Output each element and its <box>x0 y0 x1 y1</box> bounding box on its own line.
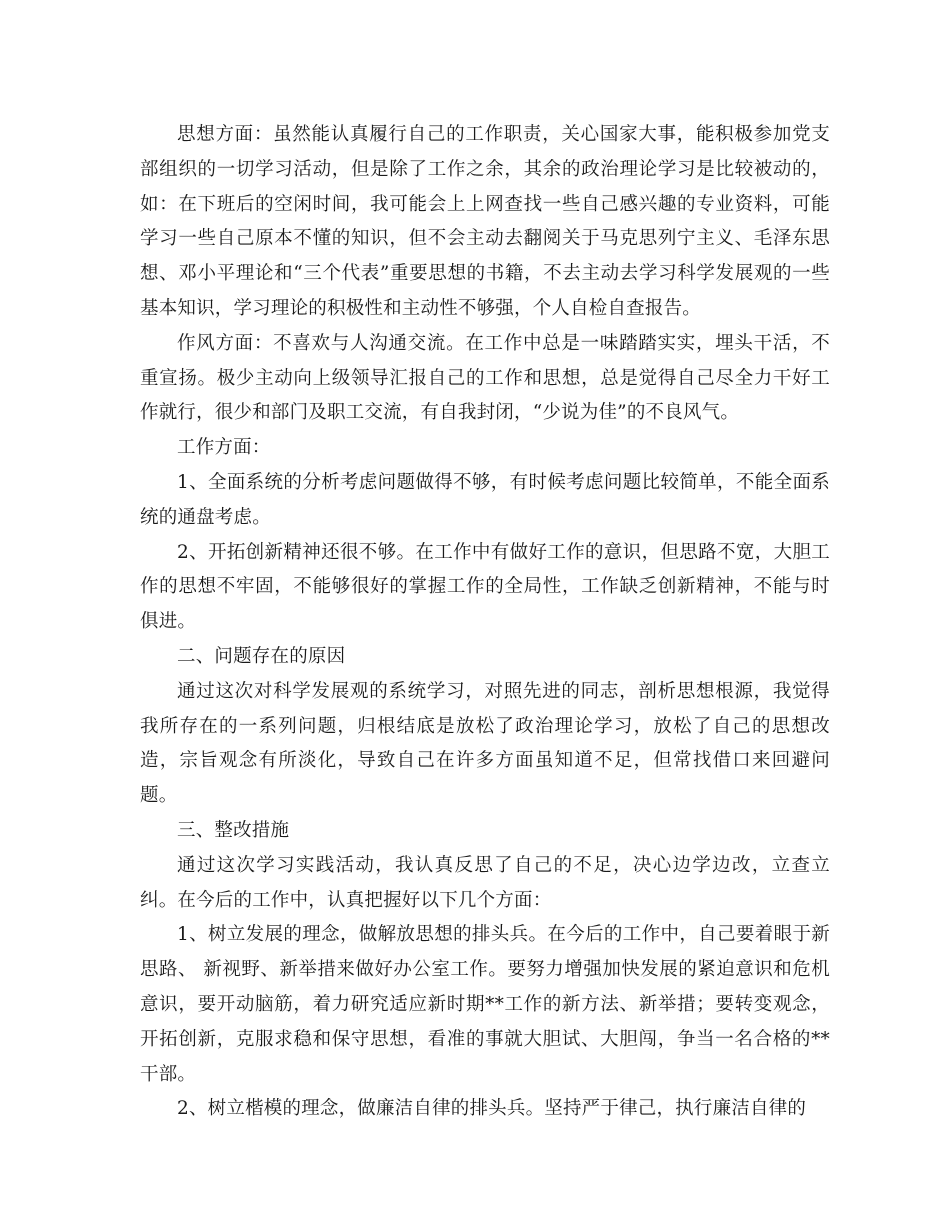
paragraph-work-heading: 工作方面： <box>177 437 271 459</box>
document-body <box>140 118 830 1127</box>
paragraph-style: 作风方面：不喜欢与人沟通交流。在工作中总是一味踏踏实实，埋头干活，不重宣扬。极少主动向上级领导汇报自己的工作和思想，总是觉得自己尽全力干好工作就行，很少和部门及职工交流，有自我封闭，“少说为佳”的不良风气。 <box>140 332 830 424</box>
paragraph-work-item-1: 1、全面系统的分析考虑问题做得不够，有时候考虑问题比较简单，不能全面系统的通盘考虑。 <box>140 471 830 528</box>
paragraph-measure-2: 2、树立楷模的理念，做廉洁自律的排头兵。坚持严于律己，执行廉洁自律的 <box>177 1098 807 1120</box>
paragraph-measure-1: 1、树立发展的理念，做解放思想的排头兵。在今后的工作中，自己要着眼于新思路、 新视野、新举措来做好办公室工作。要努力增强加快发展的紧迫意识和危机意识，要开动脑筋，着力研究适应新时期**工作的新方法、新举措；要转变观念，开拓创新，克服求稳和保守思想，看准的事就大胆试、大胆闯，争当一名合格的**干部。 <box>140 924 830 1085</box>
section-heading-measures: 三、整改措施 <box>177 819 290 841</box>
paragraph-thought: 思想方面：虽然能认真履行自己的工作职责，关心国家大事，能积极参加党支部组织的一切学习活动，但是除了工作之余，其余的政治理论学习是比较被动的，如：在下班后的空闲时间，我可能会上上网查找一些自己感兴趣的专业资料，可能学习一些自己原本不懂的知识，但不会主动去翻阅关于马克思列宁主义、毛泽东思想、邓小平理论和“三个代表”重要思想的书籍，不去主动去学习科学发展观的一些基本知识，学习理论的积极性和主动性不够强，个人自检自查报告。 <box>140 124 830 319</box>
paragraph-work-item-2: 2、开拓创新精神还很不够。在工作中有做好工作的意识，但思路不宽，大胆工作的思想不牢固，不能够很好的掌握工作的全局性，工作缺乏创新精神，不能与时俱进。 <box>140 541 830 633</box>
section-heading-causes: 二、问题存在的原因 <box>177 645 346 667</box>
paragraph-causes: 通过这次对科学发展观的系统学习，对照先进的同志，剖析思想根源，我觉得我所存在的一系列问题，归根结底是放松了政治理论学习，放松了自己的思想改造，宗旨观念有所淡化，导致自己在许多方面虽知道不足，但常找借口来回避问题。 <box>140 680 830 807</box>
paragraph-measures-intro: 通过这次学习实践活动，我认真反思了自己的不足，决心边学边改，立查立纠。在今后的工作中，认真把握好以下几个方面： <box>140 854 830 911</box>
